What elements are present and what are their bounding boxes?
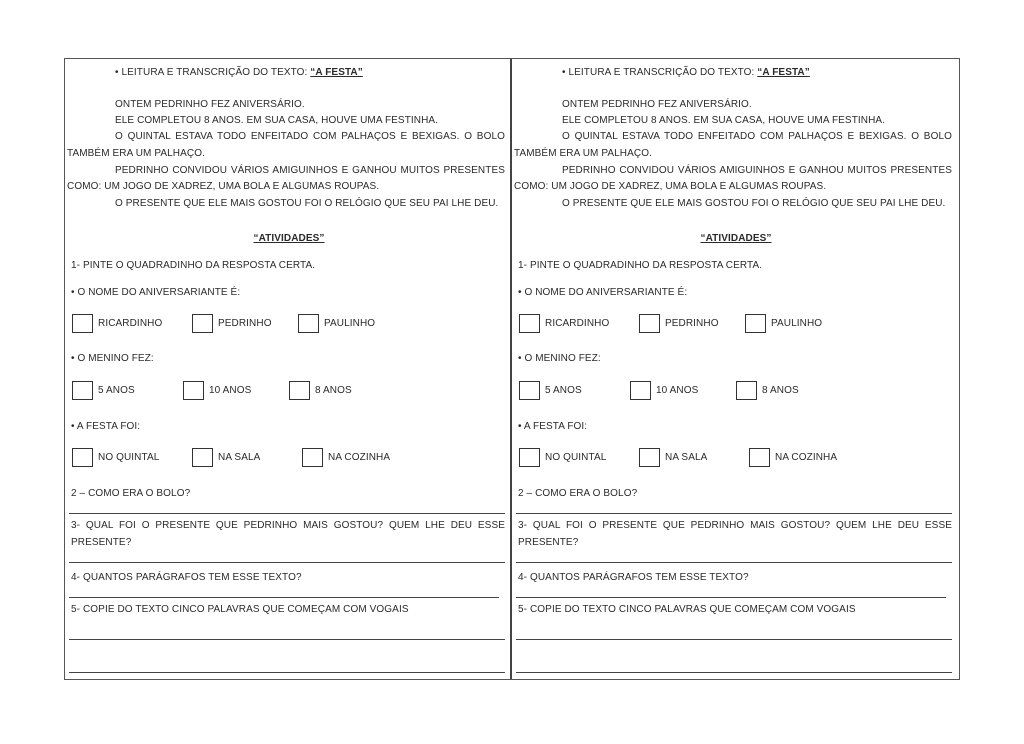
option-na-sala[interactable]: NA SALA xyxy=(192,448,260,467)
option-pedrinho[interactable]: PEDRINHO xyxy=(639,314,719,333)
checkbox[interactable] xyxy=(72,448,93,467)
answer-line[interactable] xyxy=(516,672,952,673)
answer-line[interactable] xyxy=(516,597,946,598)
worksheet-right xyxy=(512,59,959,679)
checkbox[interactable] xyxy=(298,314,319,333)
text-line: COMO: UM JOGO DE XADREZ, UMA BOLA E ALGUMAS ROUPAS. xyxy=(514,181,827,192)
option-ricardinho[interactable]: RICARDINHO xyxy=(72,314,162,333)
text-line: ELE COMPLETOU 8 ANOS. EM SUA CASA, HOUVE UMA FESTINHA. xyxy=(562,115,886,126)
answer-line[interactable] xyxy=(516,562,952,563)
question-1: 1- PINTE O QUADRADINHO DA RESPOSTA CERTA. xyxy=(518,260,763,271)
checkbox[interactable] xyxy=(183,381,204,400)
checkbox[interactable] xyxy=(630,381,651,400)
text-line: ONTEM PEDRINHO FEZ ANIVERSÁRIO. xyxy=(115,99,305,110)
activities-title: “ATIVIDADES” xyxy=(253,233,325,244)
text-line: TAMBÉM ERA UM PALHAÇO. xyxy=(514,148,652,159)
option-na-sala[interactable]: NA SALA xyxy=(639,448,707,467)
question-1a-label: • O NOME DO ANIVERSARIANTE É: xyxy=(518,287,688,298)
option-paulinho[interactable]: PAULINHO xyxy=(298,314,375,333)
question-3-line1: 3- QUAL FOI O PRESENTE QUE PEDRINHO MAIS GOSTOU? QUEM LHE DEU ESSE xyxy=(518,520,952,531)
question-1c-label: • A FESTA FOI: xyxy=(71,421,141,432)
text-line: COMO: UM JOGO DE XADREZ, UMA BOLA E ALGUMAS ROUPAS. xyxy=(67,181,380,192)
story-title: “A FESTA” xyxy=(757,67,810,78)
checkbox[interactable] xyxy=(519,314,540,333)
answer-line[interactable] xyxy=(69,513,505,514)
checkbox[interactable] xyxy=(72,381,93,400)
question-1a-label: • O NOME DO ANIVERSARIANTE É: xyxy=(71,287,241,298)
question-3-line2: PRESENTE? xyxy=(518,537,579,548)
option-na-cozinha[interactable]: NA COZINHA xyxy=(302,448,390,467)
text-line: O QUINTAL ESTAVA TODO ENFEITADO COM PALHAÇOS E BEXIGAS. O BOLO xyxy=(562,131,952,142)
text-line: O QUINTAL ESTAVA TODO ENFEITADO COM PALHAÇOS E BEXIGAS. O BOLO xyxy=(115,131,505,142)
question-4: 4- QUANTOS PARÁGRAFOS TEM ESSE TEXTO? xyxy=(518,572,749,583)
reading-heading: • LEITURA E TRANSCRIÇÃO DO TEXTO: “A FESTA” xyxy=(562,67,810,78)
question-3-line1: 3- QUAL FOI O PRESENTE QUE PEDRINHO MAIS GOSTOU? QUEM LHE DEU ESSE xyxy=(71,520,505,531)
answer-line[interactable] xyxy=(69,562,505,563)
text-line: TAMBÉM ERA UM PALHAÇO. xyxy=(67,148,205,159)
checkbox[interactable] xyxy=(749,448,770,467)
option-10-anos[interactable]: 10 ANOS xyxy=(630,381,698,400)
option-no-quintal[interactable]: NO QUINTAL xyxy=(519,448,606,467)
question-2: 2 – COMO ERA O BOLO? xyxy=(518,488,638,499)
question-1: 1- PINTE O QUADRADINHO DA RESPOSTA CERTA. xyxy=(71,260,316,271)
option-pedrinho[interactable]: PEDRINHO xyxy=(192,314,272,333)
checkbox[interactable] xyxy=(519,448,540,467)
question-4: 4- QUANTOS PARÁGRAFOS TEM ESSE TEXTO? xyxy=(71,572,302,583)
option-8-anos[interactable]: 8 ANOS xyxy=(289,381,352,400)
activities-title: “ATIVIDADES” xyxy=(700,233,772,244)
option-5-anos[interactable]: 5 ANOS xyxy=(72,381,135,400)
worksheet-left xyxy=(65,59,512,679)
option-8-anos[interactable]: 8 ANOS xyxy=(736,381,799,400)
option-5-anos[interactable]: 5 ANOS xyxy=(519,381,582,400)
text-line: PEDRINHO CONVIDOU VÁRIOS AMIGUINHOS E GANHOU MUITOS PRESENTES xyxy=(115,165,505,176)
question-1b-label: • O MENINO FEZ: xyxy=(71,353,154,364)
option-10-anos[interactable]: 10 ANOS xyxy=(183,381,251,400)
checkbox[interactable] xyxy=(639,314,660,333)
answer-line[interactable] xyxy=(69,639,505,640)
option-ricardinho[interactable]: RICARDINHO xyxy=(519,314,609,333)
worksheet-page xyxy=(64,58,960,680)
question-5: 5- COPIE DO TEXTO CINCO PALAVRAS QUE COMEÇAM COM VOGAIS xyxy=(518,604,856,615)
question-1b-label: • O MENINO FEZ: xyxy=(518,353,601,364)
checkbox[interactable] xyxy=(745,314,766,333)
text-line: O PRESENTE QUE ELE MAIS GOSTOU FOI O RELÓGIO QUE SEU PAI LHE DEU. xyxy=(115,198,499,209)
checkbox[interactable] xyxy=(289,381,310,400)
option-na-cozinha[interactable]: NA COZINHA xyxy=(749,448,837,467)
checkbox[interactable] xyxy=(302,448,323,467)
question-5: 5- COPIE DO TEXTO CINCO PALAVRAS QUE COMEÇAM COM VOGAIS xyxy=(71,604,409,615)
checkbox[interactable] xyxy=(192,314,213,333)
answer-line[interactable] xyxy=(516,639,952,640)
question-3-line2: PRESENTE? xyxy=(71,537,132,548)
checkbox[interactable] xyxy=(519,381,540,400)
answer-line[interactable] xyxy=(69,597,499,598)
text-line: ELE COMPLETOU 8 ANOS. EM SUA CASA, HOUVE UMA FESTINHA. xyxy=(115,115,439,126)
option-paulinho[interactable]: PAULINHO xyxy=(745,314,822,333)
reading-heading: • LEITURA E TRANSCRIÇÃO DO TEXTO: “A FESTA” xyxy=(115,67,363,78)
text-line: ONTEM PEDRINHO FEZ ANIVERSÁRIO. xyxy=(562,99,752,110)
checkbox[interactable] xyxy=(72,314,93,333)
checkbox[interactable] xyxy=(639,448,660,467)
text-line: PEDRINHO CONVIDOU VÁRIOS AMIGUINHOS E GANHOU MUITOS PRESENTES xyxy=(562,165,952,176)
story-title: “A FESTA” xyxy=(310,67,363,78)
option-no-quintal[interactable]: NO QUINTAL xyxy=(72,448,159,467)
question-1c-label: • A FESTA FOI: xyxy=(518,421,588,432)
checkbox[interactable] xyxy=(736,381,757,400)
question-2: 2 – COMO ERA O BOLO? xyxy=(71,488,191,499)
answer-line[interactable] xyxy=(516,513,952,514)
checkbox[interactable] xyxy=(192,448,213,467)
answer-line[interactable] xyxy=(69,672,505,673)
text-line: O PRESENTE QUE ELE MAIS GOSTOU FOI O RELÓGIO QUE SEU PAI LHE DEU. xyxy=(562,198,946,209)
